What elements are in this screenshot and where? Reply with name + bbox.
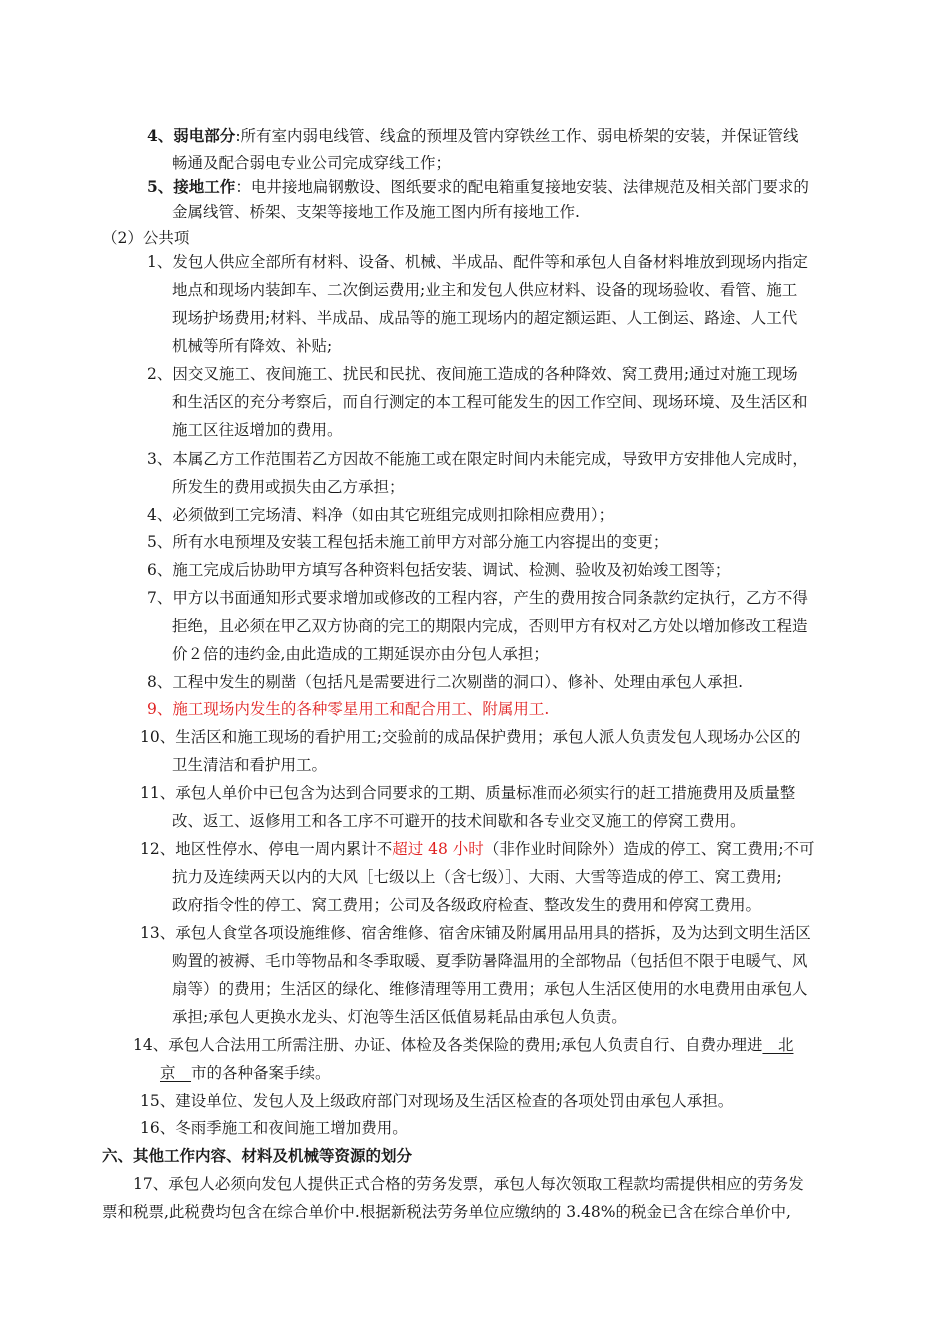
para-13-line-4: 承担;承包人更换水龙头、灯泡等生活区低值易耗品由承包人负责。 — [172, 1008, 627, 1026]
para-14-city-part-1: 北 — [762, 1036, 794, 1054]
item-4-line-1 — [147, 126, 799, 146]
para-2-line-1: 2、因交叉施工、夜间施工、扰民和民扰、夜间施工造成的各种降效、窝工费用;通过对施工现场 — [147, 365, 798, 383]
para-8: 8、工程中发生的剔凿（包括凡是需要进行二次剔凿的洞口）、修补、处理由承包人承担. — [147, 673, 744, 691]
para-14-line-1 — [133, 1035, 793, 1055]
para-7-line-2: 拒绝，且必须在甲乙双方协商的完工的期限内完成，否则甲方有权对乙方处以增加修改工程造 — [172, 617, 808, 635]
para-14-text: 14、承包人合法用工所需注册、办证、体检及各类保险的费用;承包人负责自行、自费办理进 — [133, 1036, 763, 1054]
item-4-text: :所有室内弱电线管、线盒的预埋及管内穿铁丝工作、弱电桥架的安装，并保证管线 — [235, 127, 799, 145]
para-5: 5、所有水电预埋及安装工程包括未施工前甲方对部分施工内容提出的变更； — [147, 533, 669, 551]
item-5-title: 接地工作 — [173, 177, 236, 196]
para-16: 16、冬雨季施工和夜间施工增加费用。 — [140, 1119, 408, 1137]
item-4-title: 弱电部分 — [173, 126, 236, 145]
item-4-line-2: 畅通及配合弱电专业公司完成穿线工作； — [172, 154, 452, 172]
item-4-number: 4、 — [147, 126, 174, 145]
para-7-line-1: 7、甲方以书面通知形式要求增加或修改的工程内容，产生的费用按合同条款约定执行，乙方不得 — [147, 589, 808, 607]
item-5-text: ：电井接地扁钢敷设、图纸要求的配电箱重复接地安装、法律规范及相关部门要求的 — [235, 178, 809, 196]
para-12-text-b: （非作业时间除外）造成的停工、窝工费用;不可 — [483, 840, 815, 858]
para-7-line-3: 价２倍的违约金,由此造成的工期延误亦由分包人承担； — [172, 645, 549, 663]
para-11-line-2: 改、返工、返修用工和各工序不可避开的技术间歇和各专业交叉施工的停窝工费用。 — [172, 812, 746, 830]
para-13-line-3: 扇等）的费用；生活区的绿化、维修清理等用工费用；承包人生活区使用的水电费用由承包人 — [172, 980, 808, 998]
para-1-line-2: 地点和现场内装卸车、二次倒运费用;业主和发包人供应材料、设备的现场验收、看管、施工 — [172, 281, 798, 299]
para-12-line-2: 抗力及连续两天以内的大风［七级以上（含七级）］、大雨、大雪等造成的停工、窝工费用; — [172, 868, 782, 886]
para-2-line-3: 施工区往返增加的费用。 — [172, 421, 343, 439]
item-5-line-1 — [147, 177, 809, 197]
section-2-heading: （2）公共项 — [102, 229, 190, 247]
para-3-line-2: 所发生的费用或损失由乙方承担； — [172, 478, 405, 496]
para-4: 4、必须做到工完场清、料净（如由其它班组完成则扣除相应费用）； — [147, 506, 615, 524]
para-11-line-1: 11、承包人单价中已包含为达到合同要求的工期、质量标准而必须实行的赶工措施费用及质量整 — [140, 784, 796, 802]
para-14-line-2 — [160, 1063, 331, 1083]
para-14-text-b: 市的各种备案手续。 — [191, 1064, 331, 1082]
para-17-line-2: 票和税票,此税费均包含在综合单价中.根据新税法劳务单位应缴纳的 3.48%的税金已含在综合单价中, — [102, 1203, 791, 1221]
para-13-line-2: 购置的被褥、毛巾等物品和冬季取暖、夏季防暑降温用的全部物品（包括但不限于电暖气、风 — [172, 952, 808, 970]
para-14-city-part-2: 京 — [160, 1064, 192, 1082]
para-17-line-1: 17、承包人必须向发包人提供正式合格的劳务发票，承包人每次领取工程款均需提供相应的劳务发 — [133, 1175, 804, 1193]
para-2-line-2: 和生活区的充分考察后，而自行测定的本工程可能发生的因工作空间、现场环境、及生活区和 — [172, 393, 808, 411]
para-6: 6、施工完成后协助甲方填写各种资料包括安装、调试、检测、验收及初始竣工图等； — [147, 561, 731, 579]
item-5-number: 5、 — [147, 177, 174, 196]
para-10-line-2: 卫生清洁和看护用工。 — [172, 756, 328, 774]
para-12-highlight: 超过 48 小时 — [392, 840, 484, 858]
para-13-line-1: 13、承包人食堂各项设施维修、宿舍维修、宿舍床铺及附属用品用具的搭拆，及为达到文明生活区 — [140, 924, 811, 942]
para-3-line-1: 3、本属乙方工作范围若乙方因故不能施工或在限定时间内未能完成，导致甲方安排他人完成时， — [147, 450, 808, 468]
para-9-highlight: 9、施工现场内发生的各种零星用工和配合用工、附属用工. — [147, 700, 550, 718]
para-10-line-1: 10、生活区和施工现场的看护用工;交验前的成品保护费用；承包人派人负责发包人现场办公区的 — [140, 728, 801, 746]
section-6-heading: 六、其他工作内容、材料及机械等资源的划分 — [102, 1147, 413, 1165]
item-5-line-2: 金属线管、桥架、支架等接地工作及施工图内所有接地工作. — [172, 203, 580, 221]
para-12-line-3: 政府指令性的停工、窝工费用；公司及各级政府检查、整改发生的费用和停窝工费用。 — [172, 896, 762, 914]
para-1-line-4: 机械等所有降效、补贴; — [172, 337, 333, 355]
para-1-line-3: 现场护场费用;材料、半成品、成品等的施工现场内的超定额运距、人工倒运、路途、人工代 — [172, 309, 798, 327]
para-12-line-1 — [140, 839, 815, 859]
para-12-text-a: 12、地区性停水、停电一周内累计不 — [140, 840, 393, 858]
para-15: 15、建设单位、发包人及上级政府部门对现场及生活区检查的各项处罚由承包人承担。 — [140, 1092, 734, 1110]
para-1-line-1: 1、发包人供应全部所有材料、设备、机械、半成品、配件等和承包人自备材料堆放到现场内指定 — [147, 253, 808, 271]
